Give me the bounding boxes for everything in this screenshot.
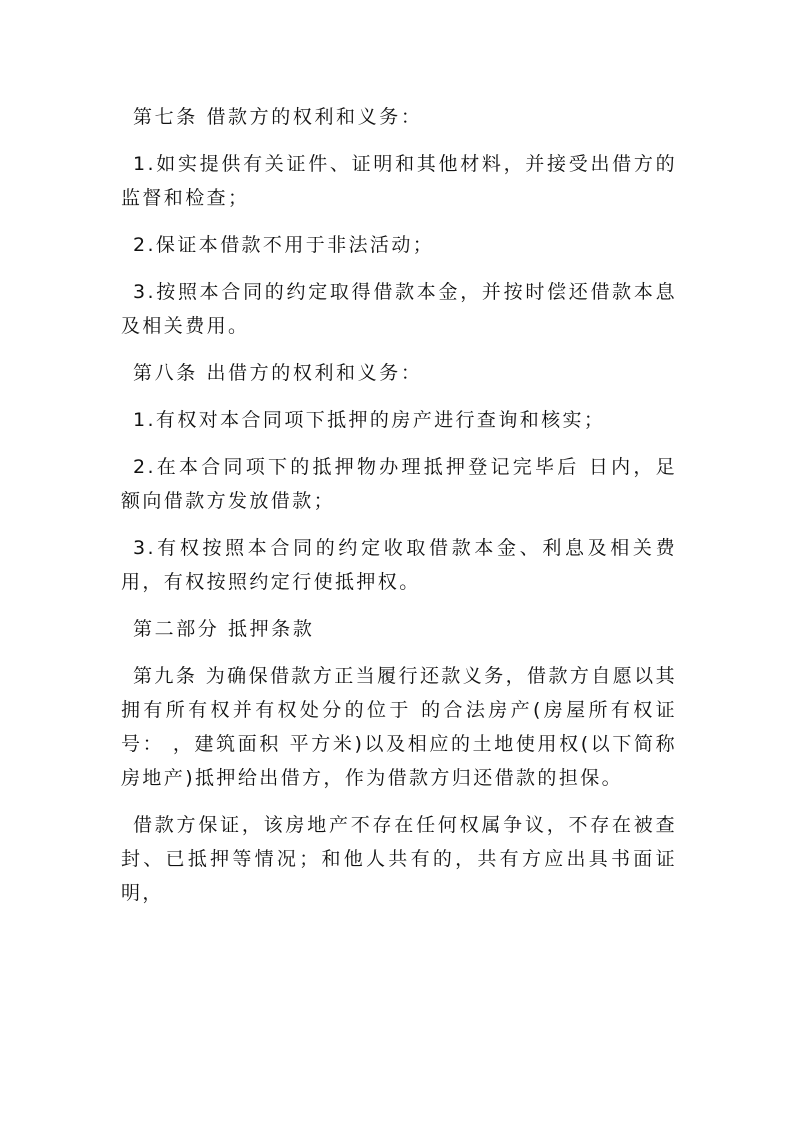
article-7-heading: 第七条 借款方的权利和义务：: [133, 106, 423, 128]
article-8-item-1: 1.有权对本合同项下抵押的房产进行查询和核实；: [133, 409, 606, 431]
article-8-item-2: 2.在本合同项下的抵押物办理抵押登记完毕后 日内，足额向借款方发放借款；: [121, 456, 677, 512]
article-7-item-3: 3.按照本合同的约定取得借款本金，并按时偿还借款本息及相关费用。: [121, 281, 677, 337]
article-9-paragraph-1: 第九条 为确保借款方正当履行还款义务，借款方自愿以其拥有所有权并有权处分的位于 的合法房产(房屋所有权证号： ，建筑面积 平方米)以及相应的土地使用权(以下简称房地产)抵押给出借方，作为借款方归还借款的担保。: [121, 665, 677, 789]
article-7-item-2: 2.保证本借款不用于非法活动；: [133, 234, 435, 256]
document-body: [121, 100, 677, 923]
part-2-heading: 第二部分 抵押条款: [133, 618, 315, 640]
article-8-heading: 第八条 出借方的权利和义务：: [133, 362, 423, 384]
article-9-paragraph-2: 借款方保证，该房地产不存在任何权属争议，不存在被查封、已抵押等情况；和他人共有的，共有方应出具书面证明，: [121, 814, 677, 904]
article-8-item-3: 3.有权按照本合同的约定收取借款本金、利息及相关费用，有权按照约定行使抵押权。: [121, 537, 677, 593]
article-7-item-1: 1.如实提供有关证件、证明和其他材料，并接受出借方的监督和检查；: [121, 153, 677, 209]
